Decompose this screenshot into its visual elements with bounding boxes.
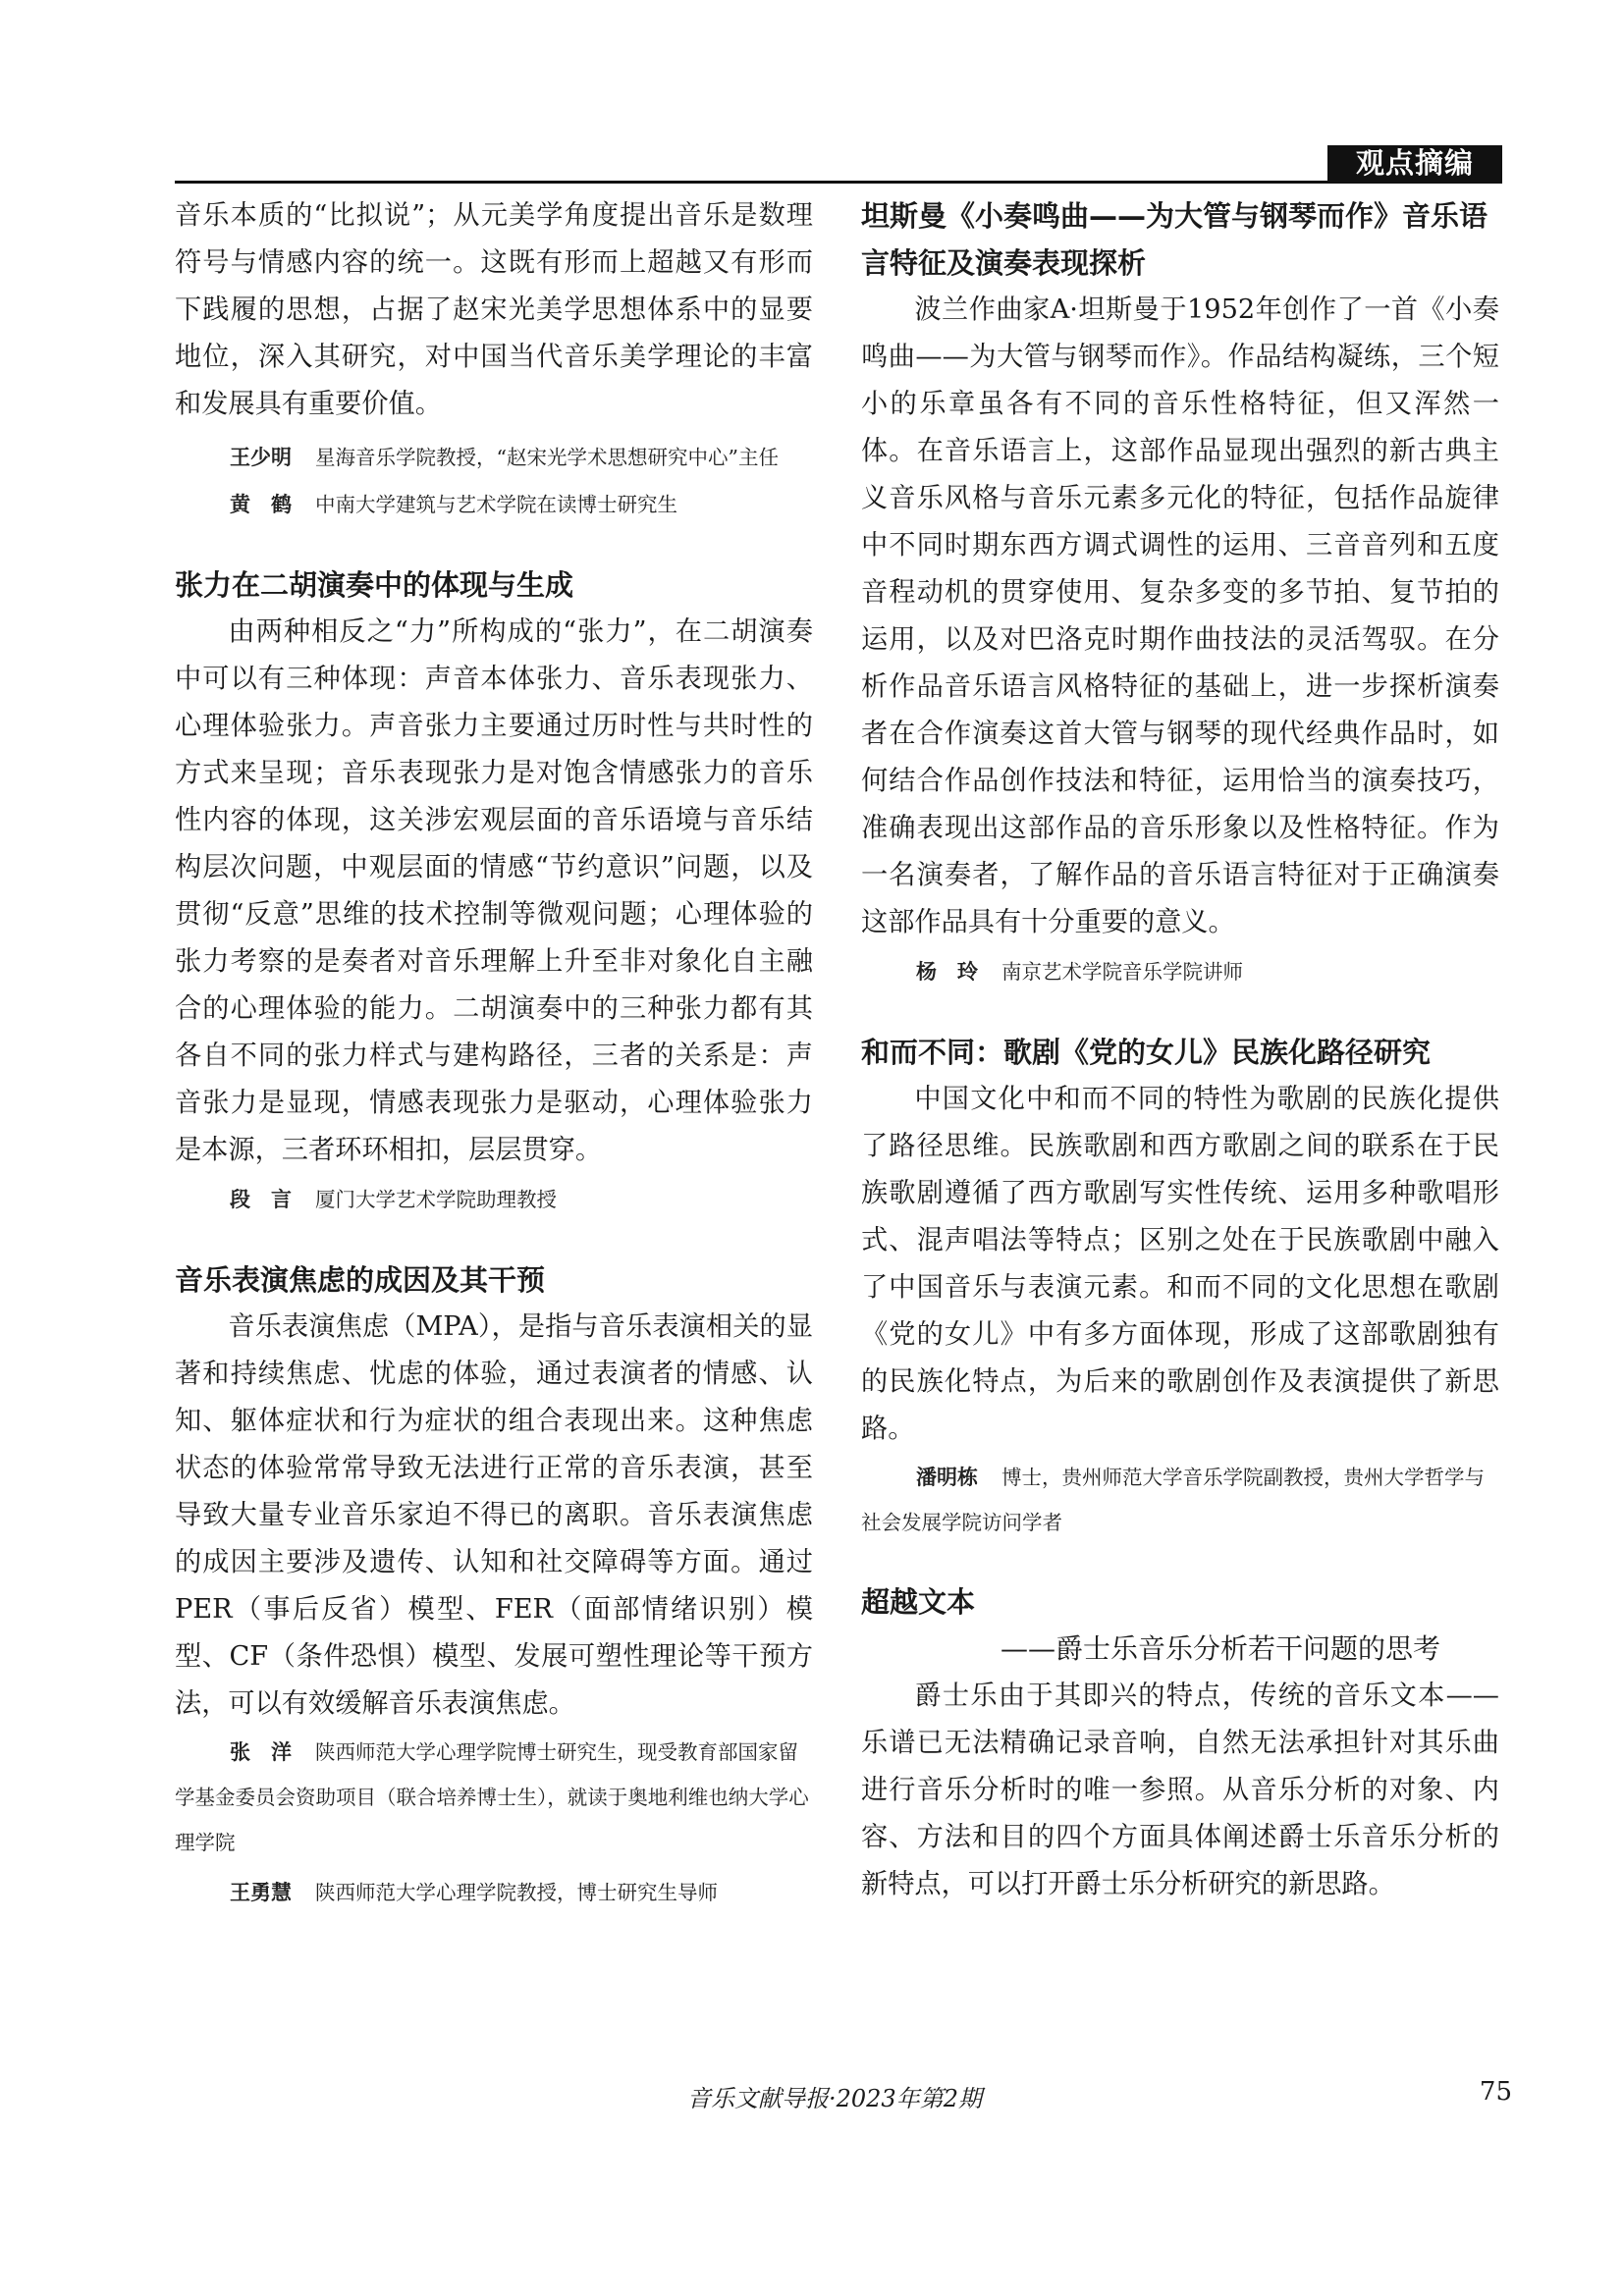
author-name: 段 言 xyxy=(230,1188,292,1211)
author-line xyxy=(861,1455,1499,1545)
article-title: 和而不同：歌剧《党的女儿》民族化路径研究 xyxy=(861,1036,1432,1069)
right-column xyxy=(861,192,1499,1908)
article-title: 音乐表演焦虑的成因及其干预 xyxy=(175,1263,546,1297)
author-line xyxy=(175,481,813,528)
author-affiliation: 厦门大学艺术学院助理教授 xyxy=(315,1188,557,1211)
author-line xyxy=(175,1869,813,1916)
author-name: 杨 玲 xyxy=(916,960,978,984)
left-column xyxy=(175,192,813,1916)
author-name: 王少明 xyxy=(230,446,292,469)
author-line xyxy=(175,1176,813,1223)
article-abstract: 音乐表演焦虑（MPA），是指与音乐表演相关的显著和持续焦虑、忧虑的体验，通过表演者的情感、认知、躯体症状和行为症状的组合表现出来。这种焦虑状态的体验常常导致无法进行正常的音乐表演，甚至导致大量专业音乐家迫不得已的离职。音乐表演焦虑的成因主要涉及遗传、认知和社交障碍等方面。通过PER（事后反省）模型、FER（面部情绪识别）模型、CF（条件恐惧）模型、发展可塑性理论等干预方法，可以有效缓解音乐表演焦虑。 xyxy=(175,1311,813,1719)
author-line xyxy=(861,948,1499,995)
author-affiliation: 博士，贵州师范大学音乐学院副教授，贵州大学哲学与社会发展学院访问学者 xyxy=(861,1466,1485,1534)
author-line xyxy=(175,1730,813,1865)
article-abstract: 由两种相反之“力”所构成的“张力”，在二胡演奏中可以有三种体现：声音本体张力、音乐表现张力、心理体验张力。声音张力主要通过历时性与共时性的方式来呈现；音乐表现张力是对饱含情感张力的音乐性内容的体现，这关涉宏观层面的音乐语境与音乐结构层次问题，中观层面的情感“节约意识”问题，以及贯彻“反意”思维的技术控制等微观问题；心理体验的张力考察的是奏者对音乐理解上升至非对象化自主融合的心理体验的能力。二胡演奏中的三种张力都有其各自不同的张力样式与建构路径，三者的关系是：声音张力是显现，情感表现张力是驱动，心理体验张力是本源，三者环环相扣，层层贯穿。 xyxy=(175,616,813,1165)
article-abstract: 波兰作曲家A·坦斯曼于1952年创作了一首《小奏鸣曲——为大管与钢琴而作》。作品结构凝练，三个短小的乐章虽各有不同的音乐性格特征，但又浑然一体。在音乐语言上，这部作品显现出强烈的新古典主义音乐风格与音乐元素多元化的特征，包括作品旋律中不同时期东西方调式调性的运用、三音音列和五度音程动机的贯穿使用、复杂多变的多节拍、复节拍的运用，以及对巴洛克时期作曲技法的灵活驾驭。在分析作品音乐语言风格特征的基础上，进一步探析演奏者在合作演奏这首大管与钢琴的现代经典作品时，如何结合作品创作技法和特征，运用恰当的演奏技巧，准确表现出这部作品的音乐形象以及性格特征。作为一名演奏者，了解作品的音乐语言特征对于正确演奏这部作品具有十分重要的意义。 xyxy=(861,294,1499,937)
continued-paragraph: 音乐本质的“比拟说”；从元美学角度提出音乐是数理符号与情感内容的统一。这既有形而上超越又有形而下践履的思想，占据了赵宋光美学思想体系中的显要地位，深入其研究，对中国当代音乐美学理论的丰富和发展具有重要价值。 xyxy=(175,200,813,419)
author-affiliation: 星海音乐学院教授，“赵宋光学术思想研究中心”主任 xyxy=(315,446,779,469)
article-title: 超越文本 xyxy=(861,1585,976,1619)
section-tag: 观点摘编 xyxy=(1327,145,1502,181)
author-name: 张 洋 xyxy=(230,1740,292,1764)
article-title: 张力在二胡演奏中的体现与生成 xyxy=(175,568,574,602)
author-name: 潘明栋 xyxy=(916,1466,978,1489)
author-affiliation: 南京艺术学院音乐学院讲师 xyxy=(1001,960,1243,984)
article-abstract: 中国文化中和而不同的特性为歌剧的民族化提供了路径思维。民族歌剧和西方歌剧之间的联系在于民族歌剧遵循了西方歌剧写实性传统、运用多种歌唱形式、混声唱法等特点；区别之处在于民族歌剧中融入了中国音乐与表演元素。和而不同的文化思想在歌剧《党的女儿》中有多方面体现，形成了这部歌剧独有的民族化特点，为后来的歌剧创作及表演提供了新思路。 xyxy=(861,1084,1499,1444)
author-affiliation: 陕西师范大学心理学院博士研究生，现受教育部国家留学基金委员会资助项目（联合培养博士生），就读于奥地利维也纳大学心理学院 xyxy=(175,1740,809,1854)
author-affiliation: 中南大学建筑与艺术学院在读博士研究生 xyxy=(315,493,677,516)
author-name: 王勇慧 xyxy=(230,1881,292,1904)
author-affiliation: 陕西师范大学心理学院教授，博士研究生导师 xyxy=(315,1881,718,1904)
article-abstract: 爵士乐由于其即兴的特点，传统的音乐文本——乐谱已无法精确记录音响，自然无法承担针对其乐曲进行音乐分析时的唯一参照。从音乐分析的对象、内容、方法和目的四个方面具体阐述爵士乐音乐分析的新特点，可以打开爵士乐分析研究的新思路。 xyxy=(861,1681,1499,1899)
journal-footer: 音乐文献导报·2023年第2期 xyxy=(687,2085,982,2112)
author-line xyxy=(175,434,813,481)
article-title: 坦斯曼《小奏鸣曲——为大管与钢琴而作》音乐语言特征及演奏表现探析 xyxy=(861,199,1488,280)
header-rule xyxy=(175,181,1502,184)
article-subtitle: ——爵士乐音乐分析若干问题的思考 xyxy=(1000,1632,1440,1665)
author-name: 黄 鹤 xyxy=(230,493,292,516)
page-number: 75 xyxy=(1479,2077,1512,2107)
